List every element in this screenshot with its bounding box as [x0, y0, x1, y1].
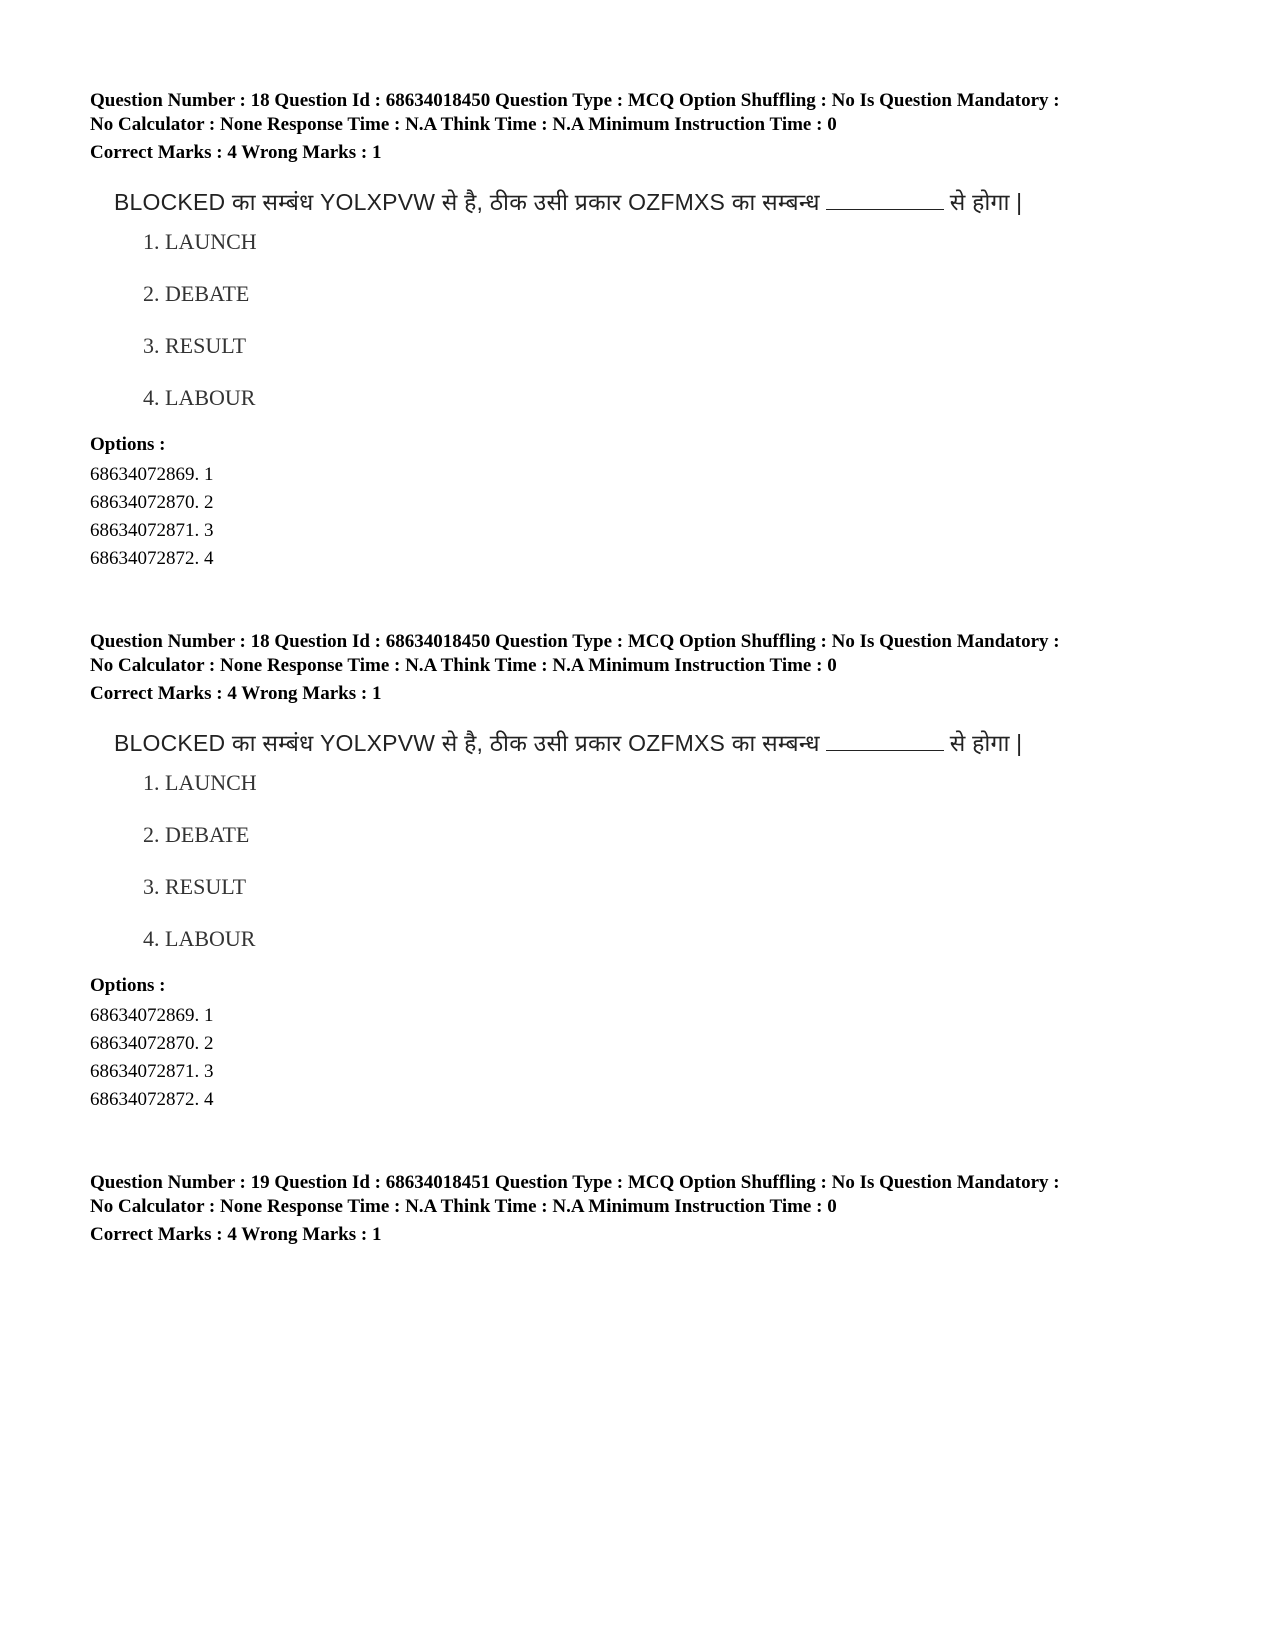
choice-item: 2. DEBATE — [143, 822, 250, 847]
question-meta-line1: Question Number : 18 Question Id : 68634018450 Question Type : MCQ Option Shuffling : No Is Question Mandatory : — [90, 90, 1060, 111]
marks-line: Correct Marks : 4 Wrong Marks : 1 — [90, 683, 382, 704]
question-meta-line1: Question Number : 18 Question Id : 68634018450 Question Type : MCQ Option Shuffling : No Is Question Mandatory : — [90, 631, 1060, 652]
question-image — [114, 728, 1054, 954]
choice-item: 1. LAUNCH — [143, 229, 257, 254]
choice-item: 4. LABOUR — [143, 926, 256, 951]
options-label: Options : — [90, 434, 166, 455]
question-meta-line2: No Calculator : None Response Time : N.A Think Time : N.A Minimum Instruction Time : 0 — [90, 114, 837, 135]
question-meta-line1: Question Number : 19 Question Id : 68634018451 Question Type : MCQ Option Shuffling : No Is Question Mandatory : — [90, 1172, 1060, 1193]
question-choices — [143, 227, 1054, 413]
options-list — [90, 1002, 1190, 1114]
options-label: Options : — [90, 975, 166, 996]
choice-item: 1. LAUNCH — [143, 770, 257, 795]
question-block-3 — [90, 1171, 1190, 1247]
question-text — [114, 187, 1054, 217]
question-image — [114, 187, 1054, 413]
question-text-before-blank: BLOCKED का सम्बंध YOLXPVW से है, ठीक उसी प्रकार OZFMXS का सम्बन्ध — [114, 189, 820, 215]
question-text-after-blank: से होगा | — [949, 730, 1023, 756]
question-block-2 — [90, 630, 1190, 1114]
question-meta-line2: No Calculator : None Response Time : N.A Think Time : N.A Minimum Instruction Time : 0 — [90, 1196, 837, 1217]
options-list — [90, 461, 1190, 573]
choice-item: 4. LABOUR — [143, 385, 256, 410]
question-block-1 — [90, 89, 1190, 573]
option-item: 68634072872. 4 — [90, 1089, 214, 1110]
choice-item: 3. RESULT — [143, 874, 247, 899]
choice-item: 2. DEBATE — [143, 281, 250, 306]
question-text-after-blank: से होगा | — [949, 189, 1023, 215]
option-item: 68634072869. 1 — [90, 464, 214, 485]
option-item: 68634072869. 1 — [90, 1005, 214, 1026]
answer-blank — [826, 730, 944, 751]
question-meta-line2: No Calculator : None Response Time : N.A Think Time : N.A Minimum Instruction Time : 0 — [90, 655, 837, 676]
option-item: 68634072871. 3 — [90, 1061, 214, 1082]
option-item: 68634072870. 2 — [90, 492, 214, 513]
marks-line: Correct Marks : 4 Wrong Marks : 1 — [90, 142, 382, 163]
answer-blank — [826, 189, 944, 210]
question-text-before-blank: BLOCKED का सम्बंध YOLXPVW से है, ठीक उसी प्रकार OZFMXS का सम्बन्ध — [114, 730, 820, 756]
question-text — [114, 728, 1054, 758]
option-item: 68634072870. 2 — [90, 1033, 214, 1054]
option-item: 68634072871. 3 — [90, 520, 214, 541]
option-item: 68634072872. 4 — [90, 548, 214, 569]
question-choices — [143, 768, 1054, 954]
marks-line: Correct Marks : 4 Wrong Marks : 1 — [90, 1224, 382, 1245]
choice-item: 3. RESULT — [143, 333, 247, 358]
